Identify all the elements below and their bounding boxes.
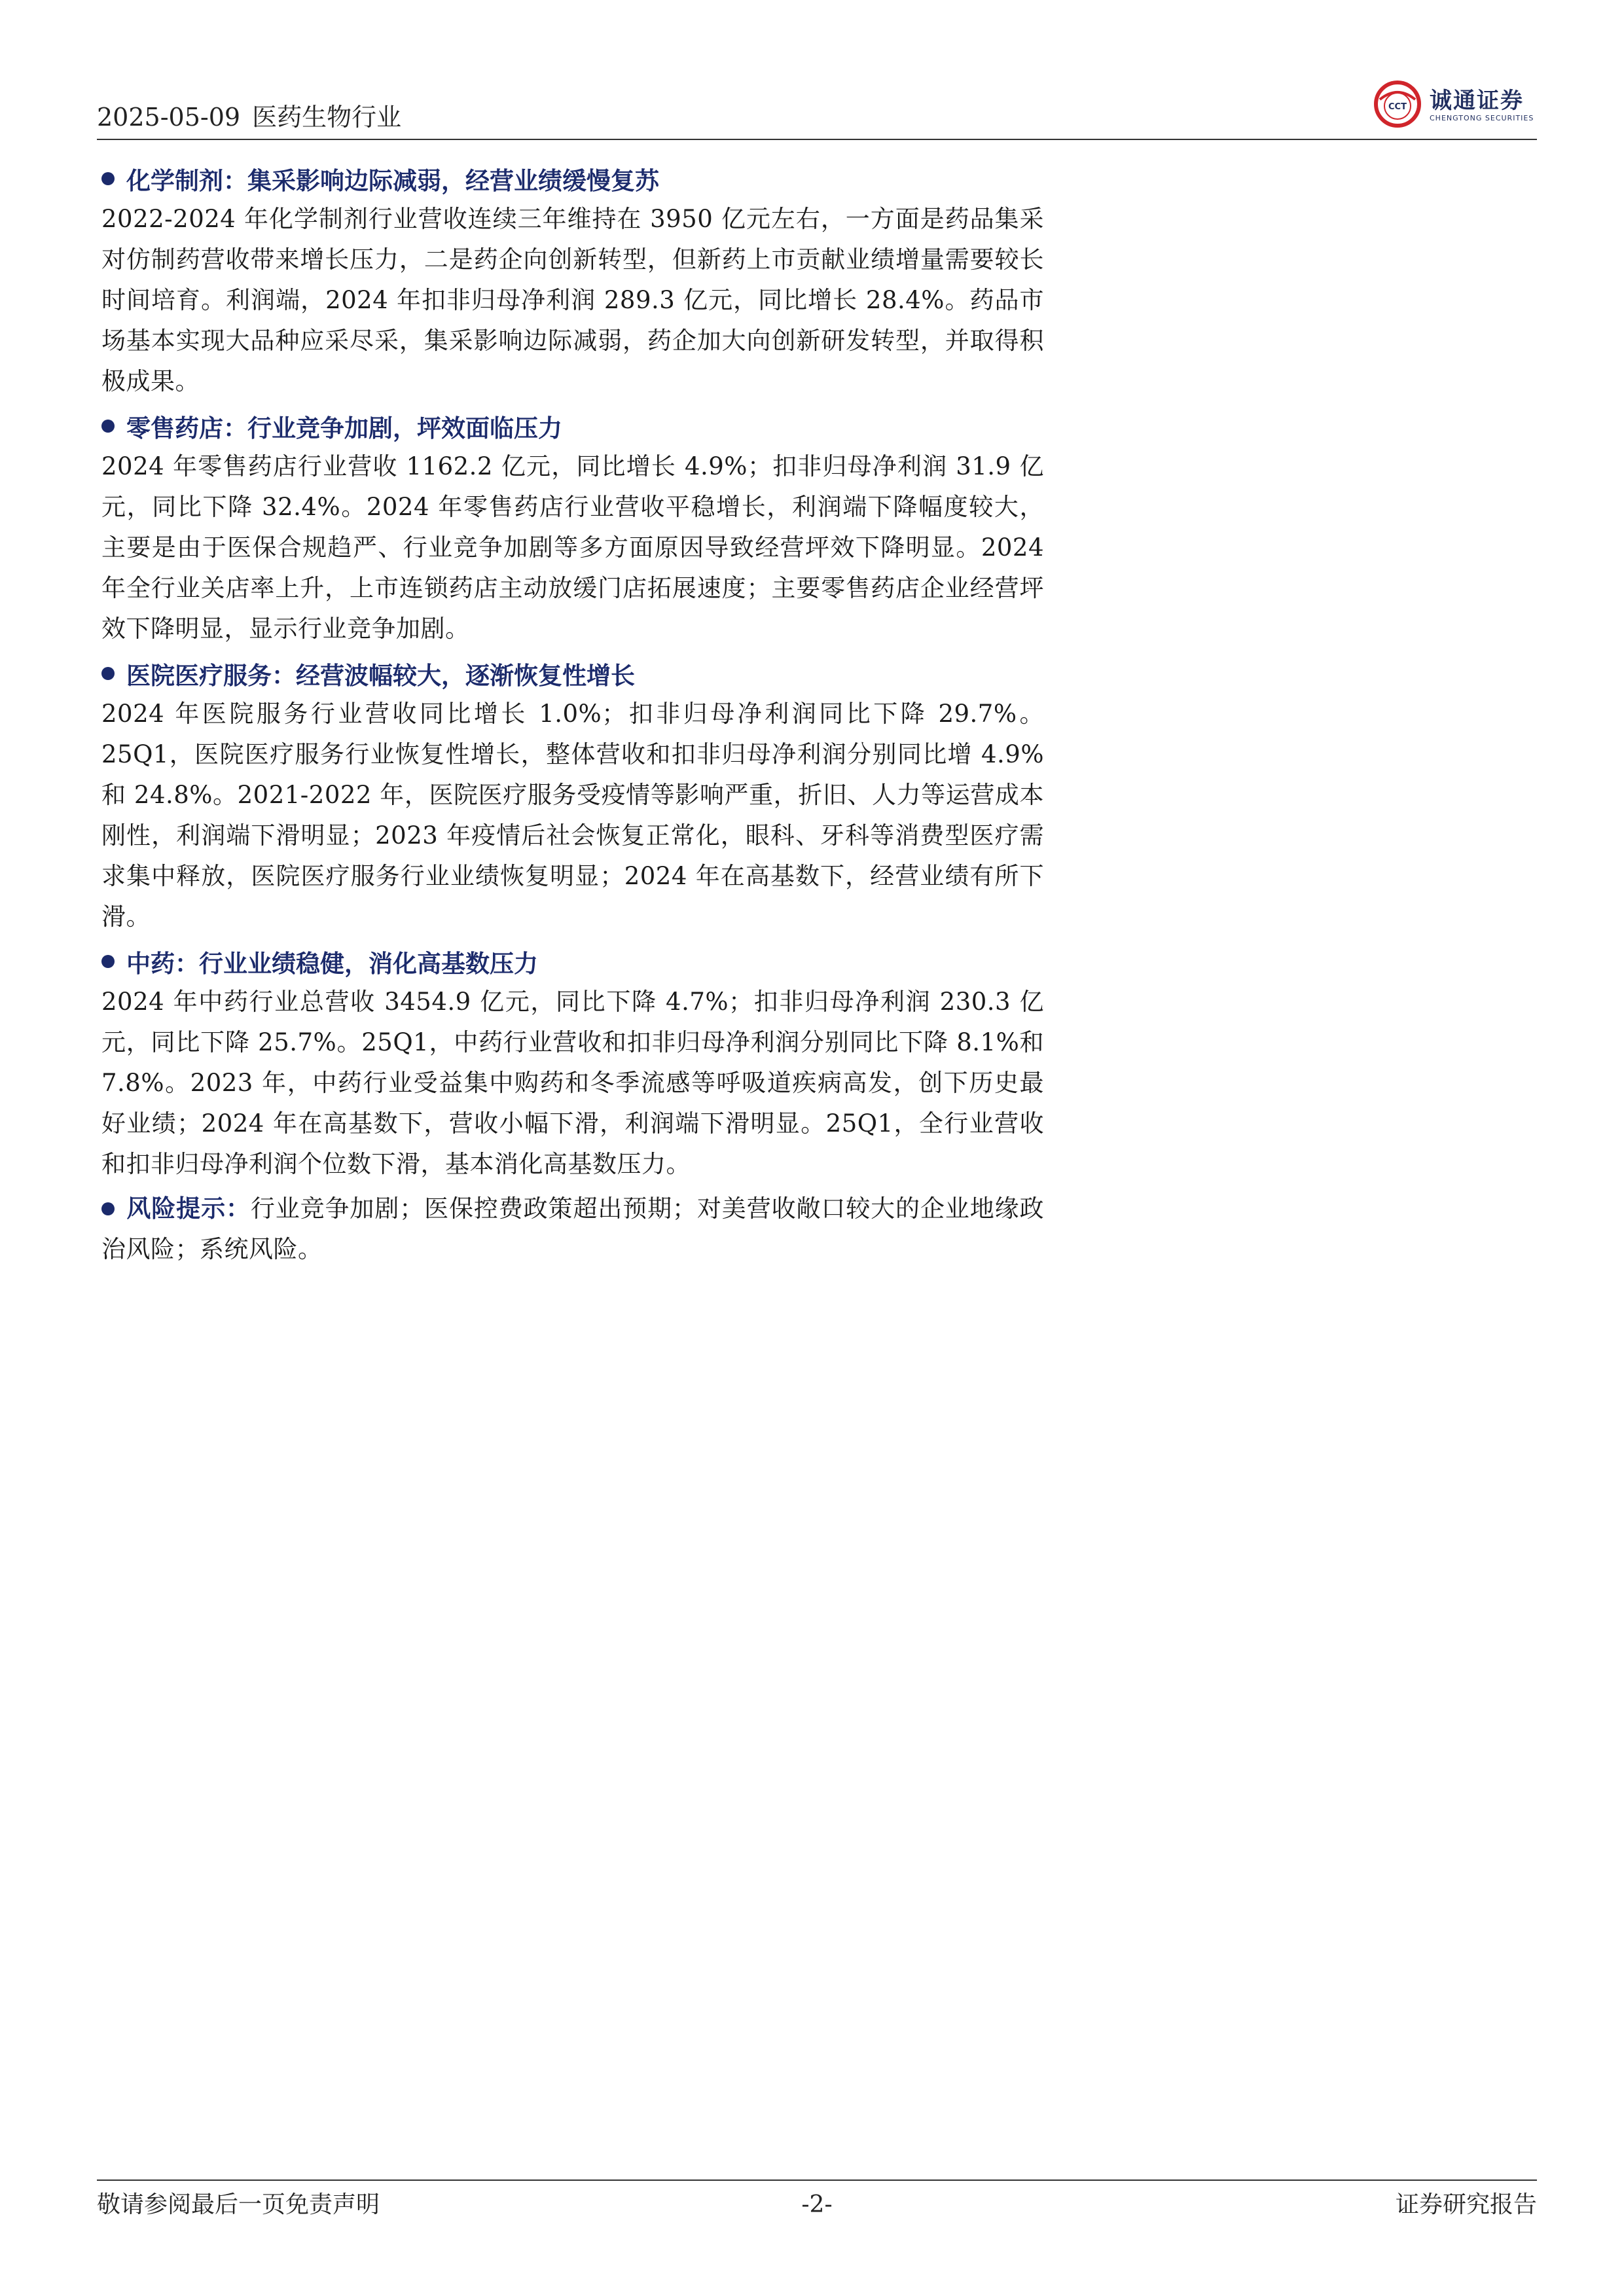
section-paragraph: 2024 年零售药店行业营收 1162.2 亿元，同比增长 4.9%；扣非归母净利润 31.9 亿元，同比下降 32.4%。2024 年零售药店行业营收平稳增长，利润端下降幅度较大，主要是由于医保合规趋严、行业竞争加剧等多方面原因导致经营坪效下降明显。2024 年全行业关店率上升，上市连锁药店主动放缓门店拓展速度；主要零售药店企业经营坪效下降明显，显示行业竞争加剧。 [101,452,1044,643]
section-hospital-services [101,653,1044,937]
bullet-icon [101,667,115,680]
bullet-icon [101,1202,115,1215]
header-divider [97,139,1537,140]
section-paragraph: 2024 年中药行业总营收 3454.9 亿元，同比下降 4.7%；扣非归母净利润 230.3 亿元，同比下降 25.7%。25Q1，中药行业营收和扣非归母净利润分别同比下降 8.1%和 7.8%。2023 年，中药行业受益集中购药和冬季流感等呼吸道疾病高发，创下历史最好业绩；2024 年在高基数下，营收小幅下滑，利润端下滑明显。25Q1，全行业营收和扣非归母净利润个位数下滑，基本消化高基数压力。 [101,988,1044,1178]
section-title: 化学制剂：集采影响边际减弱，经营业绩缓慢复苏 [126,167,659,195]
logo-mark-text: CCT [1388,102,1407,112]
bullet-icon [101,420,115,433]
industry-name: 医药生物行业 [252,103,402,132]
footer-divider [97,2179,1537,2181]
disclaimer-note: 敬请参阅最后一页免责声明 [97,2191,380,2218]
section-retail-pharmacy [101,406,1044,649]
section-heading [101,406,1044,446]
section-title: 医院医疗服务：经营波幅较大，逐渐恢复性增长 [126,662,635,690]
report-type: 证券研究报告 [1395,2191,1537,2218]
risk-label: 风险提示： [126,1194,251,1223]
page-header [97,88,1537,139]
company-logo [1373,73,1537,136]
bullet-icon [101,955,115,968]
section-heading [101,941,1044,982]
section-chemical-preparations [101,158,1044,402]
report-date: 2025-05-09 [97,103,241,132]
section-heading [101,653,1044,694]
section-paragraph: 2022-2024 年化学制剂行业营收连续三年维持在 3950 亿元左右，一方面是药品集采对仿制药营收带来增长压力，二是药企向创新转型，但新药上市贡献业绩增量需要较长时间培育。利润端，2024 年扣非归母净利润 289.3 亿元，同比增长 28.4%。药品市场基本实现大品种应采尽采，集采影响边际减弱，药企加大向创新研发转型，并取得积极成果。 [101,205,1044,395]
section-heading [101,158,1044,199]
header-text [97,101,401,134]
section-paragraph: 2024 年医院服务行业营收同比增长 1.0%；扣非归母净利润同比下降 29.7%。25Q1，医院医疗服务行业恢复性增长，整体营收和扣非归母净利润分别同比增 4.9%和 24.8%。2021-2022 年，医院医疗服务受疫情等影响严重，折旧、人力等运营成本刚性，利润端下滑明显；2023 年疫情后社会恢复正常化，眼科、牙科等消费型医疗需求集中释放，医院医疗服务行业业绩恢复明显；2024 年在高基数下，经营业绩有所下滑。 [101,700,1044,931]
cct-logo-icon [1373,80,1422,128]
section-title: 零售药店：行业竞争加剧，坪效面临压力 [126,414,562,442]
risk-warning [101,1189,1044,1270]
bullet-icon [101,172,115,185]
page-number: -2- [801,2191,833,2218]
section-tcm [101,941,1044,1185]
page-footer [97,2189,1537,2221]
risk-text: 行业竞争加剧；医保控费政策超出预期；对美营收敞口较大的企业地缘政治风险；系统风险。 [101,1194,1045,1263]
section-title: 中药：行业业绩稳健，消化高基数压力 [126,950,538,978]
logo-english-name: CHENGTONG SECURITIES [1430,114,1534,122]
logo-chinese-name: 诚通证券 [1430,88,1524,114]
main-content [101,156,1044,1270]
